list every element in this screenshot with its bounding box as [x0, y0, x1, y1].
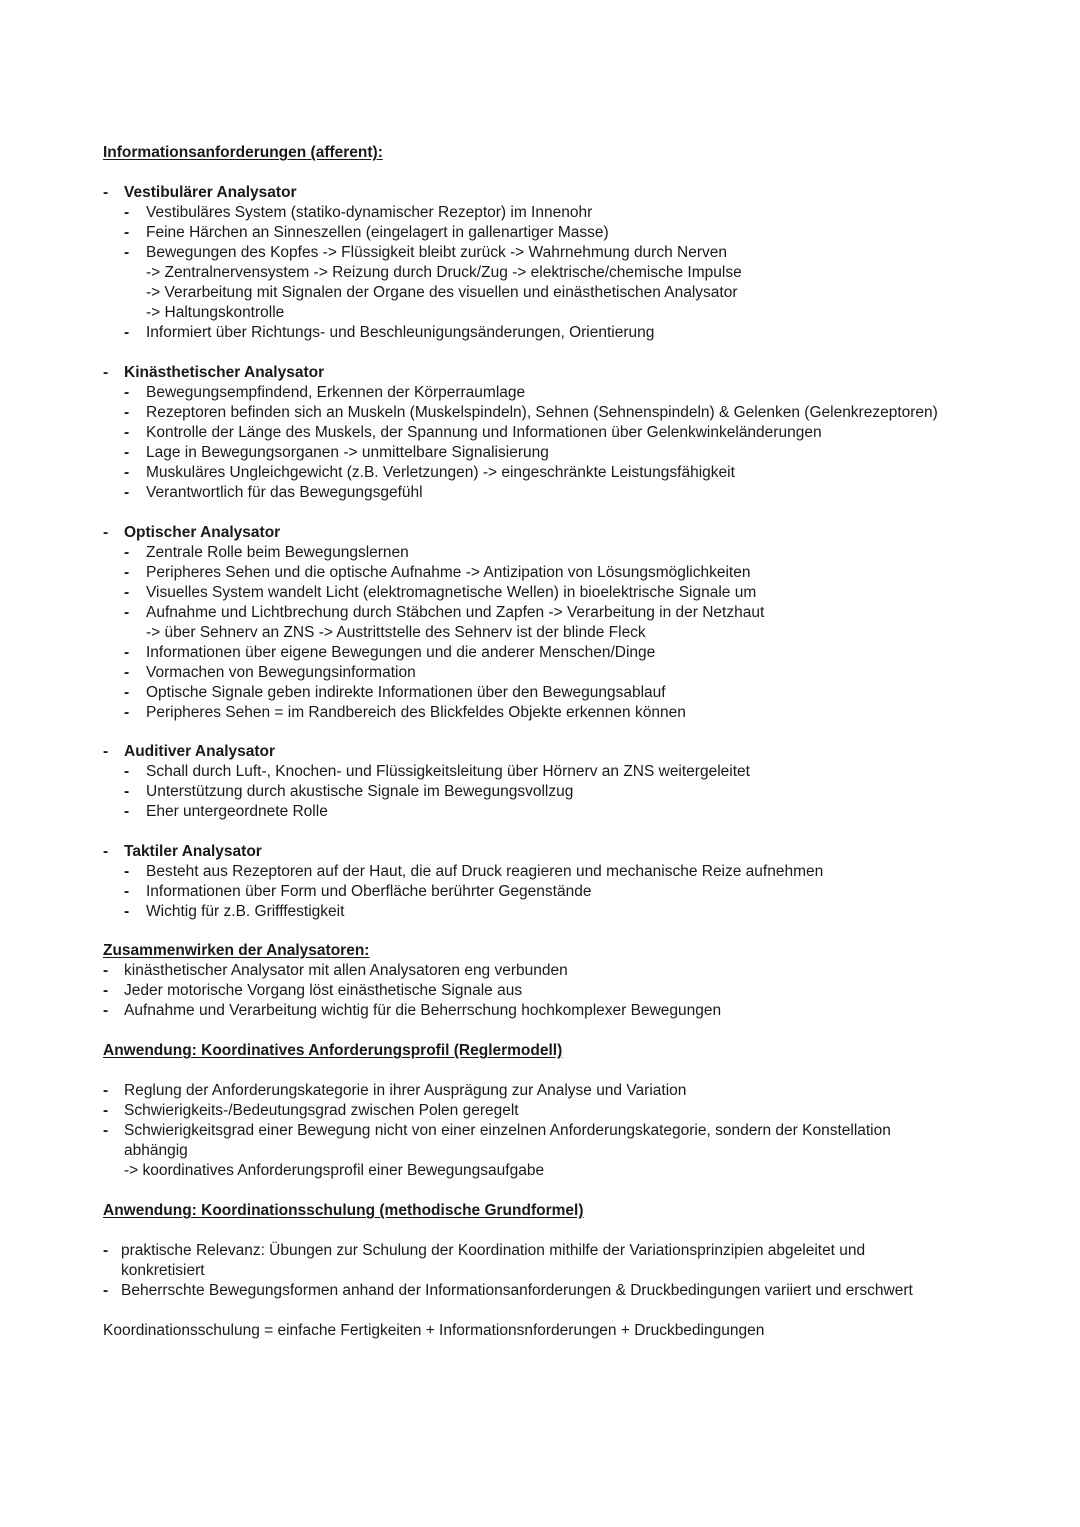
- list-item: Informiert über Richtungs- und Beschleunigungsänderungen, Orientierung: [146, 324, 655, 341]
- list-item: Aufnahme und Verarbeitung wichtig für die Beherrschung hochkomplexer Bewegungen: [124, 1002, 722, 1019]
- list-item: praktische Relevanz: Übungen zur Schulung der Koordination mithilfe der Variationsprinzipien abgeleitet und: [121, 1242, 866, 1259]
- list-item: Schwierigkeitsgrad einer Bewegung nicht von einer einzelnen Anforderungskategorie, sondern der Konstellation: [124, 1122, 891, 1139]
- list-item: Visuelles System wandelt Licht (elektromagnetische Wellen) in bioelektrische Signale um: [146, 584, 757, 601]
- list-item: Bewegungen des Kopfes -> Flüssigkeit bleibt zurück -> Wahrnehmung durch Nerven: [146, 244, 727, 261]
- vestibular-title: Vestibulärer Analysator: [124, 184, 297, 201]
- section-heading: Anwendung: Koordinatives Anforderungsprofil (Reglermodell): [103, 1042, 563, 1059]
- section-heading: Informationsanforderungen (afferent):: [103, 144, 383, 161]
- section-heading: Anwendung: Koordinationsschulung (methodische Grundformel): [103, 1202, 584, 1219]
- list-item: Lage in Bewegungsorganen -> unmittelbare Signalisierung: [146, 444, 549, 461]
- list-item: Besteht aus Rezeptoren auf der Haut, die auf Druck reagieren und mechanische Reize aufnehmen: [146, 863, 824, 880]
- list-item: Vormachen von Bewegungsinformation: [146, 664, 416, 681]
- section-heading: Zusammenwirken der Analysatoren:: [103, 942, 370, 959]
- interaction-section: Zusammenwirken der Analysatoren: - kinästhetischer Analysator mit allen Analysatoren eng verbunden - Jeder motorische Vorgang löst einästhetische Signale aus - Aufnahme und Verarbeitung wichtig für die Beherrschung hochkomplexer Bewegungen: [103, 942, 722, 1019]
- kinaesthetic-section: - Kinästhetischer Analysator - Bewegungsempfindend, Erkennen der Körperraumlage - Rezeptoren befinden sich an Muskeln (Muskelspindeln), Sehnen (Sehnenspindeln) & Gelenken (Gelenkrezeptoren) - Kontrolle der Länge des Muskels, der Spannung und Informationen über Gelenkwinkeländerungen - Lage in Bewegungsorganen -> unmittelbare Signalisierung - Muskuläres Ungleichgewicht (z.B. Verletzungen) -> eingeschränkte Leistungsfähigkeit - Verantwortlich für das Bewegungsgefühl: [103, 364, 938, 501]
- list-item: Informationen über Form und Oberfläche berührter Gegenstände: [146, 883, 592, 900]
- vestibular-section: - Vestibulärer Analysator - Vestibuläres System (statiko-dynamischer Rezeptor) im Innenohr - Feine Härchen an Sinneszellen (eingelagert in gallenartiger Masse) - Bewegungen des Kopfes -> Flüssigkeit bleibt zurück -> Wahrnehmung durch Nerven -> Zentralnervensystem -> Reizung durch Druck/Zug -> elektrische/chemische Impulse -> Verarbeitung mit Signalen der Organe des visuellen und einästhetischen Analysator -> Haltungskontrolle - Informiert über Richtungs- und Beschleunigungsänderungen, Orientierung: [103, 184, 742, 341]
- list-item: Kontrolle der Länge des Muskels, der Spannung und Informationen über Gelenkwinkeländerungen: [146, 424, 822, 441]
- list-item-continuation: -> über Sehnerv an ZNS -> Austrittstelle des Sehnerv ist der blinde Fleck: [146, 624, 646, 641]
- heading-afferent: [103, 143, 383, 163]
- list-item: Muskuläres Ungleichgewicht (z.B. Verletzungen) -> eingeschränkte Leistungsfähigkeit: [146, 464, 735, 481]
- training-section: Anwendung: Koordinationsschulung (methodische Grundformel) - praktische Relevanz: Übungen zur Schulung der Koordination mithilfe der Variationsprinzipien abgeleitet und konkretisiert - Beherrschte Bewegungsformen anhand der Informationsanforderungen & Druckbedingungen variiert und erschwert Koordinationsschulung = einfache Fertigkeiten + Informationsnforderungen + Druckbedingungen: [103, 1202, 913, 1339]
- formula: Koordinationsschulung = einfache Fertigkeiten + Informationsnforderungen + Druckbedingungen: [103, 1322, 765, 1339]
- list-item: Jeder motorische Vorgang löst einästhetische Signale aus: [124, 982, 523, 999]
- list-item: Informationen über eigene Bewegungen und die anderer Menschen/Dinge: [146, 644, 656, 661]
- list-item: Feine Härchen an Sinneszellen (eingelagert in gallenartiger Masse): [146, 224, 609, 241]
- tactile-title: Taktiler Analysator: [124, 843, 262, 860]
- list-item: kinästhetischer Analysator mit allen Analysatoren eng verbunden: [124, 962, 568, 979]
- auditory-title: Auditiver Analysator: [124, 743, 276, 760]
- list-item: Eher untergeordnete Rolle: [146, 803, 328, 820]
- list-item: Rezeptoren befinden sich an Muskeln (Muskelspindeln), Sehnen (Sehnenspindeln) & Gelenken (Gelenkrezeptoren): [146, 404, 938, 421]
- auditory-section: - Auditiver Analysator - Schall durch Luft-, Knochen- und Flüssigkeitsleitung über Hörnerv an ZNS weitergeleitet - Unterstützung durch akustische Signale im Bewegungsvollzug - Eher untergeordnete Rolle: [103, 743, 750, 820]
- list-item: Reglung der Anforderungskategorie in ihrer Ausprägung zur Analyse und Variation: [124, 1082, 687, 1099]
- kinaesthetic-title: Kinästhetischer Analysator: [124, 364, 325, 381]
- list-item: Zentrale Rolle beim Bewegungslernen: [146, 544, 409, 561]
- list-item: Peripheres Sehen = im Randbereich des Blickfeldes Objekte erkennen können: [146, 704, 686, 721]
- list-item: Optische Signale geben indirekte Informationen über den Bewegungsablauf: [146, 684, 666, 701]
- list-item: Peripheres Sehen und die optische Aufnahme -> Antizipation von Lösungsmöglichkeiten: [146, 564, 751, 581]
- list-item: Wichtig für z.B. Grifffestigkeit: [146, 903, 345, 920]
- list-item-continuation: konkretisiert: [121, 1262, 205, 1279]
- list-item: Bewegungsempfindend, Erkennen der Körperraumlage: [146, 384, 526, 401]
- list-item-continuation: -> Zentralnervensystem -> Reizung durch Druck/Zug -> elektrische/chemische Impulse: [146, 264, 742, 281]
- list-item-continuation: -> Verarbeitung mit Signalen der Organe des visuellen und einästhetischen Analysator: [146, 284, 738, 301]
- list-item-continuation: -> Haltungskontrolle: [146, 304, 285, 321]
- list-item: Vestibuläres System (statiko-dynamischer Rezeptor) im Innenohr: [146, 204, 593, 221]
- list-item: Schwierigkeits-/Bedeutungsgrad zwischen Polen geregelt: [124, 1102, 519, 1119]
- list-item: Unterstützung durch akustische Signale im Bewegungsvollzug: [146, 783, 574, 800]
- list-item-continuation: abhängig: [124, 1142, 188, 1159]
- optical-title: Optischer Analysator: [124, 524, 281, 541]
- list-item: Verantwortlich für das Bewegungsgefühl: [146, 484, 423, 501]
- tactile-section: - Taktiler Analysator - Besteht aus Rezeptoren auf der Haut, die auf Druck reagieren und mechanische Reize aufnehmen - Informationen über Form und Oberfläche berührter Gegenstände - Wichtig für z.B. Grifffestigkeit: [103, 843, 824, 920]
- optical-section: - Optischer Analysator - Zentrale Rolle beim Bewegungslernen - Peripheres Sehen und die optische Aufnahme -> Antizipation von Lösungsmöglichkeiten - Visuelles System wandelt Licht (elektromagnetische Wellen) in bioelektrische Signale um - Aufnahme und Lichtbrechung durch Stäbchen und Zapfen -> Verarbeitung in der Netzhaut -> über Sehnerv an ZNS -> Austrittstelle des Sehnerv ist der blinde Fleck - Informationen über eigene Bewegungen und die anderer Menschen/Dinge - Vormachen von Bewegungsinformation - Optische Signale geben indirekte Informationen über den Bewegungsablauf - Peripheres Sehen = im Randbereich des Blickfeldes Objekte erkennen können: [103, 524, 765, 721]
- profile-section: Anwendung: Koordinatives Anforderungsprofil (Reglermodell) - Reglung der Anforderungskategorie in ihrer Ausprägung zur Analyse und Variation - Schwierigkeits-/Bedeutungsgrad zwischen Polen geregelt - Schwierigkeitsgrad einer Bewegung nicht von einer einzelnen Anforderungskategorie, sondern der Konstellation abhängig -> koordinatives Anforderungsprofil einer Bewegungsaufgabe: [103, 1042, 891, 1179]
- list-item: Aufnahme und Lichtbrechung durch Stäbchen und Zapfen -> Verarbeitung in der Netzhaut: [146, 604, 765, 621]
- list-item: Schall durch Luft-, Knochen- und Flüssigkeitsleitung über Hörnerv an ZNS weitergeleitet: [146, 763, 750, 780]
- list-item: Beherrschte Bewegungsformen anhand der Informationsanforderungen & Druckbedingungen variiert und erschwert: [121, 1282, 913, 1299]
- list-item-continuation: -> koordinatives Anforderungsprofil einer Bewegungsaufgabe: [124, 1162, 545, 1179]
